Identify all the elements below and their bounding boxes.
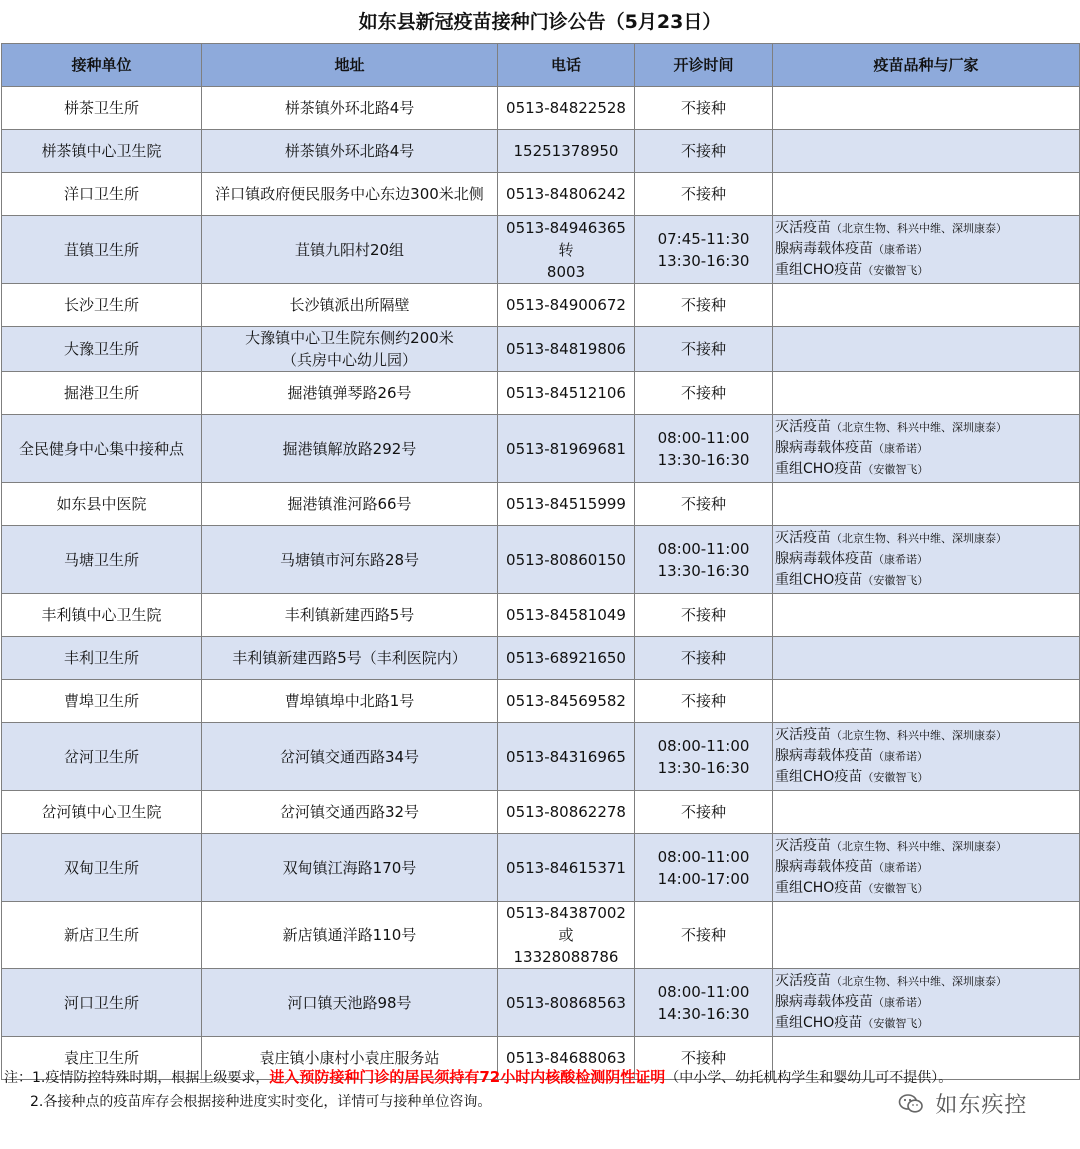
address-cell-text: 马塘镇市河东路28号 xyxy=(279,550,420,569)
phone-cell-text: 0513-84316965 xyxy=(506,747,626,766)
hours-cell xyxy=(635,87,773,130)
phone-cell xyxy=(498,723,635,791)
vaccine-cell xyxy=(773,594,1080,637)
phone-cell-text: 0513-84515999 xyxy=(506,495,626,513)
unit-cell-text: 丰利卫生所 xyxy=(63,649,139,667)
phone-cell xyxy=(498,87,635,130)
table-row xyxy=(2,834,1080,902)
address-cell-text: 掘港镇解放路292号 xyxy=(282,439,417,458)
watermark xyxy=(898,1088,1027,1119)
vaccine-cell xyxy=(773,791,1080,834)
vaccine-name: 腺病毒载体疫苗 xyxy=(775,551,873,567)
hours-cell-text: 08:00-11:00 xyxy=(657,539,750,558)
vaccine-cell xyxy=(773,483,1080,526)
address-cell-text: 大豫镇中心卫生院东侧约200米 xyxy=(245,329,454,347)
vaccine-cell xyxy=(773,902,1080,969)
hours-cell-text: 不接种 xyxy=(680,692,726,710)
hours-cell xyxy=(635,723,773,791)
note-prefix: 注： xyxy=(4,1070,32,1086)
unit-cell-text: 岔河卫生所 xyxy=(63,747,139,766)
phone-cell xyxy=(498,526,635,594)
vaccine-cell xyxy=(773,415,1080,483)
vaccine-line xyxy=(775,218,1076,239)
phone-cell xyxy=(498,483,635,526)
vaccine-cell xyxy=(773,834,1080,902)
unit-cell-text: 丰利镇中心卫生院 xyxy=(41,606,162,624)
phone-cell-text: 0513-84806242 xyxy=(506,185,626,203)
table-row xyxy=(2,483,1080,526)
vaccine-cell xyxy=(773,216,1080,284)
vaccine-name: 腺病毒载体疫苗 xyxy=(775,748,873,764)
table-row xyxy=(2,130,1080,173)
unit-cell-text: 苴镇卫生所 xyxy=(63,240,139,259)
vaccine-name: 重组CHO疫苗 xyxy=(775,880,863,896)
table-row xyxy=(2,216,1080,284)
vaccine-manufacturer: （安徽智飞） xyxy=(862,882,929,895)
address-cell xyxy=(202,723,498,791)
unit-cell-text: 栟茶卫生所 xyxy=(63,99,139,117)
unit-cell xyxy=(2,216,202,284)
address-cell xyxy=(202,173,498,216)
vaccine-line xyxy=(775,746,1076,767)
vaccine-name: 灭活疫苗 xyxy=(775,220,831,236)
vaccine-name: 腺病毒载体疫苗 xyxy=(775,994,873,1010)
hours-cell-text: 08:00-11:00 xyxy=(657,736,750,755)
unit-cell xyxy=(2,969,202,1037)
phone-cell xyxy=(498,680,635,723)
hours-cell-text: 不接种 xyxy=(680,606,726,624)
hours-cell xyxy=(635,327,773,372)
vaccine-name: 重组CHO疫苗 xyxy=(775,262,863,278)
hours-cell xyxy=(635,902,773,969)
hours-cell-text: 不接种 xyxy=(680,926,726,944)
unit-cell xyxy=(2,637,202,680)
address-cell-text: 岔河镇交通西路32号 xyxy=(279,803,420,821)
table-row xyxy=(2,723,1080,791)
hours-cell xyxy=(635,284,773,327)
hours-cell xyxy=(635,216,773,284)
phone-cell-text: 13328088786 xyxy=(513,948,619,966)
vaccine-manufacturer: （安徽智飞） xyxy=(862,1017,929,1030)
address-cell-text: 栟茶镇外环北路4号 xyxy=(284,142,415,160)
address-cell xyxy=(202,594,498,637)
vaccine-cell xyxy=(773,723,1080,791)
unit-cell-text: 掘港卫生所 xyxy=(63,384,139,402)
address-cell xyxy=(202,791,498,834)
vaccine-name: 重组CHO疫苗 xyxy=(775,572,863,588)
hours-cell-text: 不接种 xyxy=(680,384,726,402)
note-1-tail: （中小学、幼托机构学生和婴幼儿可不提供）。 xyxy=(665,1070,953,1086)
address-cell-text: 丰利镇新建西路5号（丰利医院内） xyxy=(232,649,467,667)
header-phone: 电话 xyxy=(498,44,635,87)
hours-cell xyxy=(635,680,773,723)
hours-cell-text: 08:00-11:00 xyxy=(657,982,750,1001)
phone-cell xyxy=(498,415,635,483)
vaccine-cell xyxy=(773,87,1080,130)
vaccine-manufacturer: （安徽智飞） xyxy=(862,574,929,587)
table-row xyxy=(2,87,1080,130)
vaccine-name: 灭活疫苗 xyxy=(775,727,831,743)
hours-cell-text: 14:30-16:30 xyxy=(657,1004,750,1023)
phone-cell-text: 0513-80862278 xyxy=(506,803,626,821)
unit-cell-text: 大豫卫生所 xyxy=(63,340,139,358)
table-row xyxy=(2,372,1080,415)
table-row xyxy=(2,526,1080,594)
phone-cell-text: 8003 xyxy=(546,262,586,281)
address-cell xyxy=(202,327,498,372)
vaccine-manufacturer: （北京生物、科兴中维、深圳康泰） xyxy=(831,532,1007,545)
address-cell xyxy=(202,637,498,680)
hours-cell xyxy=(635,526,773,594)
address-cell-text: 新店镇通洋路110号 xyxy=(282,926,417,944)
vaccine-name: 腺病毒载体疫苗 xyxy=(775,241,873,257)
vaccine-cell xyxy=(773,284,1080,327)
vaccine-manufacturer: （北京生物、科兴中维、深圳康泰） xyxy=(831,222,1007,235)
address-cell-text: 曹埠镇埠中北路1号 xyxy=(284,692,415,710)
hours-cell xyxy=(635,969,773,1037)
note-2: 2.各接种点的疫苗库存会根据接种进度实时变化，详情可与接种单位咨询。 xyxy=(30,1094,492,1110)
address-cell xyxy=(202,680,498,723)
unit-cell xyxy=(2,327,202,372)
table-row xyxy=(2,594,1080,637)
table-row xyxy=(2,284,1080,327)
vaccine-manufacturer: （北京生物、科兴中维、深圳康泰） xyxy=(831,421,1007,434)
vaccine-line xyxy=(775,549,1076,570)
hours-cell xyxy=(635,415,773,483)
phone-cell xyxy=(498,372,635,415)
phone-cell-text: 0513-84688063 xyxy=(506,1049,626,1067)
hours-cell xyxy=(635,173,773,216)
phone-cell-text: 0513-84615371 xyxy=(506,858,626,877)
header-hours: 开诊时间 xyxy=(635,44,773,87)
vaccine-line xyxy=(775,992,1076,1013)
unit-cell-text: 双甸卫生所 xyxy=(63,858,139,877)
unit-cell xyxy=(2,372,202,415)
vaccine-manufacturer: （康希诺） xyxy=(873,553,928,566)
address-cell-text: （兵房中心幼儿园） xyxy=(281,351,417,369)
unit-cell xyxy=(2,483,202,526)
hours-cell-text: 14:00-17:00 xyxy=(657,869,750,888)
vaccine-line xyxy=(775,1013,1076,1034)
hours-cell-text: 不接种 xyxy=(680,142,726,160)
phone-cell xyxy=(498,902,635,969)
table-row xyxy=(2,173,1080,216)
vaccine-line xyxy=(775,570,1076,591)
table-row xyxy=(2,415,1080,483)
hours-cell-text: 13:30-16:30 xyxy=(657,758,750,777)
vaccine-name: 灭活疫苗 xyxy=(775,530,831,546)
unit-cell xyxy=(2,834,202,902)
hours-cell-text: 不接种 xyxy=(680,1049,726,1067)
hours-cell xyxy=(635,372,773,415)
phone-cell-text: 15251378950 xyxy=(513,142,619,160)
unit-cell xyxy=(2,723,202,791)
clinic-table xyxy=(1,43,1080,1080)
note-1 xyxy=(4,1065,1080,1090)
hours-cell xyxy=(635,834,773,902)
vaccine-manufacturer: （北京生物、科兴中维、深圳康泰） xyxy=(831,729,1007,742)
hours-cell xyxy=(635,483,773,526)
unit-cell xyxy=(2,902,202,969)
address-cell-text: 栟茶镇外环北路4号 xyxy=(284,99,415,117)
phone-cell-text: 0513-84900672 xyxy=(506,296,626,314)
phone-cell-text: 0513-84819806 xyxy=(506,340,626,358)
address-cell-text: 河口镇天池路98号 xyxy=(287,993,412,1012)
page-title: 如东县新冠疫苗接种门诊公告（5月23日） xyxy=(358,11,722,33)
vaccine-line xyxy=(775,260,1076,281)
hours-cell-text: 不接种 xyxy=(680,296,726,314)
table-row xyxy=(2,327,1080,372)
vaccine-manufacturer: （康希诺） xyxy=(873,996,928,1009)
phone-cell xyxy=(498,594,635,637)
unit-cell-text: 长沙卫生所 xyxy=(63,296,139,314)
vaccine-line xyxy=(775,878,1076,899)
hours-cell-text: 不接种 xyxy=(680,340,726,358)
phone-cell-text: 0513-84387002或 xyxy=(506,904,626,944)
hours-cell-text: 13:30-16:30 xyxy=(657,561,750,580)
vaccine-cell xyxy=(773,372,1080,415)
hours-cell xyxy=(635,637,773,680)
hours-cell xyxy=(635,130,773,173)
address-cell-text: 长沙镇派出所隔壁 xyxy=(289,296,410,314)
vaccine-cell xyxy=(773,173,1080,216)
vaccine-name: 灭活疫苗 xyxy=(775,419,831,435)
table-row xyxy=(2,902,1080,969)
phone-cell xyxy=(498,327,635,372)
vaccine-line xyxy=(775,417,1076,438)
unit-cell-text: 袁庄卫生所 xyxy=(63,1049,139,1067)
vaccine-manufacturer: （康希诺） xyxy=(873,243,928,256)
table-header-row xyxy=(2,44,1080,87)
vaccine-name: 灭活疫苗 xyxy=(775,973,831,989)
vaccine-manufacturer: （安徽智飞） xyxy=(862,264,929,277)
unit-cell-text: 曹埠卫生所 xyxy=(63,692,139,710)
hours-cell-text: 13:30-16:30 xyxy=(657,251,750,270)
address-cell-text: 岔河镇交通西路34号 xyxy=(279,747,420,766)
vaccine-line xyxy=(775,239,1076,260)
unit-cell xyxy=(2,415,202,483)
unit-cell xyxy=(2,680,202,723)
vaccine-line xyxy=(775,438,1076,459)
vaccine-cell xyxy=(773,327,1080,372)
vaccine-cell xyxy=(773,637,1080,680)
wechat-icon xyxy=(898,1093,931,1117)
phone-cell xyxy=(498,284,635,327)
hours-cell xyxy=(635,791,773,834)
address-cell-text: 洋口镇政府便民服务中心东边300米北侧 xyxy=(215,185,484,203)
vaccine-cell xyxy=(773,680,1080,723)
vaccine-cell xyxy=(773,969,1080,1037)
unit-cell xyxy=(2,594,202,637)
unit-cell xyxy=(2,791,202,834)
hours-cell-text: 08:00-11:00 xyxy=(657,847,750,866)
phone-cell-text: 0513-80860150 xyxy=(506,550,626,569)
phone-cell-text: 0513-80868563 xyxy=(506,993,626,1012)
address-cell-text: 袁庄镇小康村小袁庄服务站 xyxy=(259,1049,440,1067)
vaccine-manufacturer: （安徽智飞） xyxy=(862,771,929,784)
phone-cell-text: 0513-84569582 xyxy=(506,692,626,710)
hours-cell xyxy=(635,594,773,637)
vaccine-line xyxy=(775,528,1076,549)
unit-cell xyxy=(2,526,202,594)
vaccine-manufacturer: （安徽智飞） xyxy=(862,463,929,476)
phone-cell-text: 0513-81969681 xyxy=(506,439,626,458)
address-cell-text: 双甸镇江海路170号 xyxy=(282,858,417,877)
phone-cell-text: 0513-84946365转 xyxy=(506,218,626,259)
vaccine-line xyxy=(775,725,1076,746)
table-row xyxy=(2,680,1080,723)
phone-cell-text: 0513-84512106 xyxy=(506,384,626,402)
vaccine-line xyxy=(775,459,1076,480)
phone-cell xyxy=(498,791,635,834)
header-unit: 接种单位 xyxy=(2,44,202,87)
phone-cell xyxy=(498,969,635,1037)
address-cell-text: 丰利镇新建西路5号 xyxy=(284,606,415,624)
vaccine-line xyxy=(775,971,1076,992)
hours-cell-text: 不接种 xyxy=(680,495,726,513)
vaccine-name: 腺病毒载体疫苗 xyxy=(775,440,873,456)
address-cell xyxy=(202,483,498,526)
vaccine-line xyxy=(775,767,1076,788)
phone-cell-text: 0513-68921650 xyxy=(506,649,626,667)
vaccine-manufacturer: （康希诺） xyxy=(873,750,928,763)
address-cell xyxy=(202,130,498,173)
vaccine-manufacturer: （北京生物、科兴中维、深圳康泰） xyxy=(831,975,1007,988)
note-1-text: 1.疫情防控特殊时期，根据上级要求， xyxy=(32,1070,270,1086)
hours-cell-text: 07:45-11:30 xyxy=(657,229,750,248)
unit-cell-text: 洋口卫生所 xyxy=(63,185,139,203)
phone-cell xyxy=(498,637,635,680)
note-1-highlight: 进入预防接种门诊的居民须持有72小时内核酸检测阴性证明 xyxy=(269,1068,666,1086)
unit-cell-text: 如东县中医院 xyxy=(56,495,147,513)
table-row xyxy=(2,637,1080,680)
hours-cell-text: 13:30-16:30 xyxy=(657,450,750,469)
address-cell xyxy=(202,526,498,594)
vaccine-manufacturer: （康希诺） xyxy=(873,442,928,455)
phone-cell-text: 0513-84581049 xyxy=(506,606,626,624)
unit-cell xyxy=(2,87,202,130)
vaccine-cell xyxy=(773,526,1080,594)
vaccine-name: 灭活疫苗 xyxy=(775,838,831,854)
unit-cell xyxy=(2,173,202,216)
vaccine-name: 重组CHO疫苗 xyxy=(775,1015,863,1031)
vaccine-name: 重组CHO疫苗 xyxy=(775,769,863,785)
address-cell-text: 掘港镇淮河路66号 xyxy=(287,495,412,513)
watermark-text: 如东疾控 xyxy=(935,1093,1028,1118)
vaccine-cell xyxy=(773,130,1080,173)
address-cell xyxy=(202,372,498,415)
vaccine-manufacturer: （北京生物、科兴中维、深圳康泰） xyxy=(831,840,1007,853)
hours-cell-text: 不接种 xyxy=(680,185,726,203)
address-cell-text: 掘港镇弹琴路26号 xyxy=(287,384,412,402)
address-cell xyxy=(202,834,498,902)
address-cell xyxy=(202,969,498,1037)
unit-cell-text: 全民健身中心集中接种点 xyxy=(18,439,184,458)
phone-cell xyxy=(498,834,635,902)
unit-cell xyxy=(2,284,202,327)
unit-cell-text: 新店卫生所 xyxy=(63,926,139,944)
phone-cell-text: 0513-84822528 xyxy=(506,99,626,117)
vaccine-manufacturer: （康希诺） xyxy=(873,861,928,874)
vaccine-line xyxy=(775,857,1076,878)
vaccine-name: 重组CHO疫苗 xyxy=(775,461,863,477)
vaccine-line xyxy=(775,836,1076,857)
unit-cell-text: 栟茶镇中心卫生院 xyxy=(41,142,162,160)
hours-cell-text: 不接种 xyxy=(680,803,726,821)
unit-cell-text: 岔河镇中心卫生院 xyxy=(41,803,162,821)
address-cell xyxy=(202,415,498,483)
phone-cell xyxy=(498,173,635,216)
address-cell xyxy=(202,216,498,284)
table-row xyxy=(2,791,1080,834)
phone-cell xyxy=(498,130,635,173)
address-cell xyxy=(202,87,498,130)
address-cell xyxy=(202,284,498,327)
hours-cell-text: 08:00-11:00 xyxy=(657,428,750,447)
hours-cell-text: 不接种 xyxy=(680,649,726,667)
unit-cell xyxy=(2,130,202,173)
hours-cell-text: 不接种 xyxy=(680,99,726,117)
phone-cell xyxy=(498,216,635,284)
address-cell-text: 苴镇九阳村20组 xyxy=(294,240,405,259)
table-row xyxy=(2,969,1080,1037)
unit-cell-text: 马塘卫生所 xyxy=(63,550,139,569)
header-address: 地址 xyxy=(202,44,498,87)
vaccine-name: 腺病毒载体疫苗 xyxy=(775,859,873,875)
header-vaccines: 疫苗品种与厂家 xyxy=(773,44,1080,87)
address-cell xyxy=(202,902,498,969)
unit-cell-text: 河口卫生所 xyxy=(63,993,139,1012)
